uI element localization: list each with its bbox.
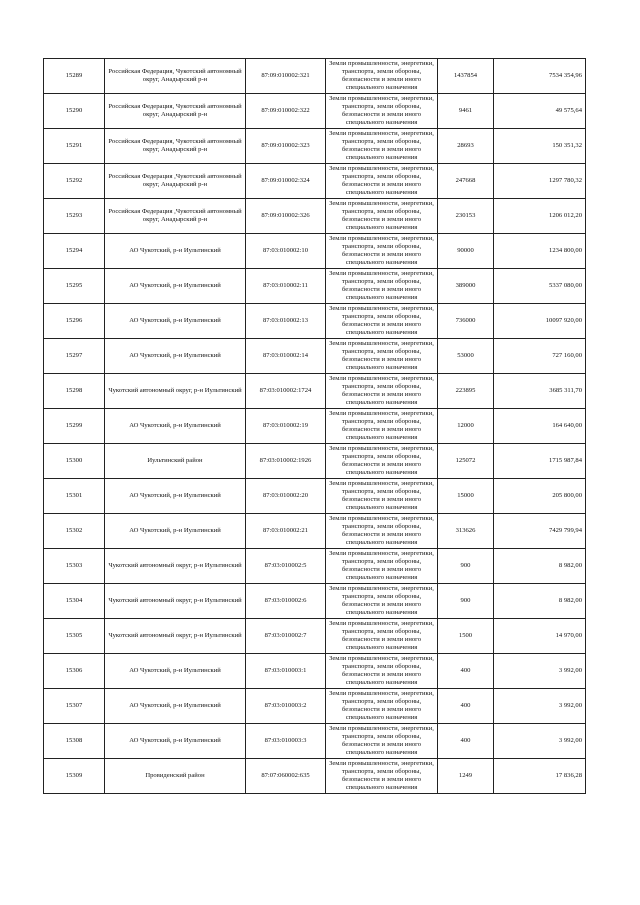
- cadastral-number-cell: 87:03:010002:21: [246, 514, 326, 549]
- land-category-cell: Земли промышленности, энергетики, транспорта, земли обороны, безопасности и земли иного специального назначения: [326, 689, 438, 724]
- location-cell: Российская Федерация ,Чукотский автономный округ, Анадырский р-н: [105, 164, 246, 199]
- cadastral-value-cell: 14 970,00: [494, 619, 586, 654]
- row-number-cell: 15291: [44, 129, 105, 164]
- location-cell: АО Чукотский, р-н Иультинский: [105, 234, 246, 269]
- land-category-cell: Земли промышленности, энергетики, транспорта, земли обороны, безопасности и земли иного специального назначения: [326, 234, 438, 269]
- cadastral-value-cell: 10097 920,00: [494, 304, 586, 339]
- row-number-cell: 15292: [44, 164, 105, 199]
- cadastral-value-cell: 8 982,00: [494, 584, 586, 619]
- land-category-cell: Земли промышленности, энергетики, транспорта, земли обороны, безопасности и земли иного специального назначения: [326, 724, 438, 759]
- table-row: [44, 549, 586, 584]
- area-cell: 223895: [438, 374, 494, 409]
- location-cell: АО Чукотский, р-н Иультинский: [105, 654, 246, 689]
- row-number-cell: 15294: [44, 234, 105, 269]
- location-cell: Российская Федерация, Чукотский автономный округ, Анадырский р-н: [105, 129, 246, 164]
- row-number-cell: 15300: [44, 444, 105, 479]
- area-cell: 900: [438, 549, 494, 584]
- cadastral-value-cell: 727 160,00: [494, 339, 586, 374]
- cadastral-number-cell: 87:09:010002:324: [246, 164, 326, 199]
- row-number-cell: 15296: [44, 304, 105, 339]
- land-category-cell: Земли промышленности, энергетики, транспорта, земли обороны, безопасности и земли иного специального назначения: [326, 759, 438, 794]
- cadastral-number-cell: 87:03:010002:14: [246, 339, 326, 374]
- land-category-cell: Земли промышленности, энергетики, транспорта, земли обороны, безопасности и земли иного специального назначения: [326, 479, 438, 514]
- table-row: [44, 164, 586, 199]
- row-number-cell: 15307: [44, 689, 105, 724]
- land-category-cell: Земли промышленности, энергетики, транспорта, земли обороны, безопасности и земли иного специального назначения: [326, 164, 438, 199]
- location-cell: АО Чукотский, р-н Иультинский: [105, 514, 246, 549]
- cadastral-value-cell: 7429 799,94: [494, 514, 586, 549]
- cadastral-value-cell: 17 836,28: [494, 759, 586, 794]
- land-registry-table: [43, 58, 586, 794]
- location-cell: Провиденский район: [105, 759, 246, 794]
- cadastral-number-cell: 87:03:010003:3: [246, 724, 326, 759]
- table-row: [44, 514, 586, 549]
- row-number-cell: 15299: [44, 409, 105, 444]
- table-row: [44, 759, 586, 794]
- row-number-cell: 15309: [44, 759, 105, 794]
- location-cell: Чукотский автономный округ, р-н Иультинский: [105, 619, 246, 654]
- location-cell: АО Чукотский, р-н Иультинский: [105, 724, 246, 759]
- cadastral-value-cell: 3 992,00: [494, 724, 586, 759]
- location-cell: АО Чукотский, р-н Иультинский: [105, 689, 246, 724]
- location-cell: АО Чукотский, р-н Иультинский: [105, 304, 246, 339]
- cadastral-number-cell: 87:03:010002:10: [246, 234, 326, 269]
- cadastral-value-cell: 1297 780,32: [494, 164, 586, 199]
- cadastral-value-cell: 150 351,32: [494, 129, 586, 164]
- area-cell: 15000: [438, 479, 494, 514]
- row-number-cell: 15303: [44, 549, 105, 584]
- land-category-cell: Земли промышленности, энергетики, транспорта, земли обороны, безопасности и земли иного специального назначения: [326, 59, 438, 94]
- area-cell: 1500: [438, 619, 494, 654]
- cadastral-number-cell: 87:09:010002:321: [246, 59, 326, 94]
- land-category-cell: Земли промышленности, энергетики, транспорта, земли обороны, безопасности и земли иного специального назначения: [326, 269, 438, 304]
- area-cell: 12000: [438, 409, 494, 444]
- table-row: [44, 584, 586, 619]
- area-cell: 230153: [438, 199, 494, 234]
- land-category-cell: Земли промышленности, энергетики, транспорта, земли обороны, безопасности и земли иного специального назначения: [326, 199, 438, 234]
- cadastral-number-cell: 87:03:010002:7: [246, 619, 326, 654]
- cadastral-value-cell: 3 992,00: [494, 654, 586, 689]
- cadastral-value-cell: 8 982,00: [494, 549, 586, 584]
- cadastral-number-cell: 87:09:010002:322: [246, 94, 326, 129]
- cadastral-value-cell: 7534 354,96: [494, 59, 586, 94]
- cadastral-value-cell: 3 992,00: [494, 689, 586, 724]
- cadastral-value-cell: 1715 987,84: [494, 444, 586, 479]
- land-category-cell: Земли промышленности, энергетики, транспорта, земли обороны, безопасности и земли иного специального назначения: [326, 409, 438, 444]
- row-number-cell: 15304: [44, 584, 105, 619]
- cadastral-value-cell: 49 575,64: [494, 94, 586, 129]
- location-cell: АО Чукотский, р-н Иультинский: [105, 339, 246, 374]
- row-number-cell: 15289: [44, 59, 105, 94]
- land-category-cell: Земли промышленности, энергетики, транспорта, земли обороны, безопасности и земли иного специального назначения: [326, 444, 438, 479]
- land-category-cell: Земли промышленности, энергетики, транспорта, земли обороны, безопасности и земли иного специального назначения: [326, 654, 438, 689]
- cadastral-value-cell: 205 800,00: [494, 479, 586, 514]
- land-category-cell: Земли промышленности, энергетики, транспорта, земли обороны, безопасности и земли иного специального назначения: [326, 619, 438, 654]
- cadastral-number-cell: 87:03:010002:6: [246, 584, 326, 619]
- table-row: [44, 199, 586, 234]
- table-row: [44, 94, 586, 129]
- table-row: [44, 409, 586, 444]
- table-row: [44, 129, 586, 164]
- row-number-cell: 15301: [44, 479, 105, 514]
- location-cell: Российская Федерация ,Чукотский автономный округ, Анадырский р-н: [105, 199, 246, 234]
- area-cell: 28693: [438, 129, 494, 164]
- cadastral-value-cell: 164 640,00: [494, 409, 586, 444]
- location-cell: АО Чукотский, р-н Иультинский: [105, 479, 246, 514]
- cadastral-number-cell: 87:03:010002:1724: [246, 374, 326, 409]
- row-number-cell: 15306: [44, 654, 105, 689]
- cadastral-number-cell: 87:03:010002:5: [246, 549, 326, 584]
- location-cell: Российская Федерация, Чукотский автономный округ, Анадырский р-н: [105, 94, 246, 129]
- row-number-cell: 15305: [44, 619, 105, 654]
- cadastral-number-cell: 87:03:010002:1926: [246, 444, 326, 479]
- area-cell: 125072: [438, 444, 494, 479]
- area-cell: 389000: [438, 269, 494, 304]
- location-cell: Иультинский район: [105, 444, 246, 479]
- cadastral-number-cell: 87:03:010002:13: [246, 304, 326, 339]
- row-number-cell: 15308: [44, 724, 105, 759]
- land-category-cell: Земли промышленности, энергетики, транспорта, земли обороны, безопасности и земли иного специального назначения: [326, 94, 438, 129]
- area-cell: 400: [438, 724, 494, 759]
- area-cell: 400: [438, 654, 494, 689]
- table-row: [44, 374, 586, 409]
- land-category-cell: Земли промышленности, энергетики, транспорта, земли обороны, безопасности и земли иного специального назначения: [326, 374, 438, 409]
- table-row: [44, 689, 586, 724]
- area-cell: 900: [438, 584, 494, 619]
- land-category-cell: Земли промышленности, энергетики, транспорта, земли обороны, безопасности и земли иного специального назначения: [326, 514, 438, 549]
- cadastral-number-cell: 87:03:010002:20: [246, 479, 326, 514]
- cadastral-value-cell: 3685 311,70: [494, 374, 586, 409]
- table-row: [44, 444, 586, 479]
- cadastral-value-cell: 5337 080,00: [494, 269, 586, 304]
- area-cell: 313626: [438, 514, 494, 549]
- table-row: [44, 479, 586, 514]
- cadastral-number-cell: 87:07:060002:635: [246, 759, 326, 794]
- table-row: [44, 654, 586, 689]
- area-cell: 53000: [438, 339, 494, 374]
- land-category-cell: Земли промышленности, энергетики, транспорта, земли обороны, безопасности и земли иного специального назначения: [326, 304, 438, 339]
- cadastral-value-cell: 1234 800,00: [494, 234, 586, 269]
- table-row: [44, 724, 586, 759]
- area-cell: 1249: [438, 759, 494, 794]
- table-row: [44, 339, 586, 374]
- area-cell: 736000: [438, 304, 494, 339]
- area-cell: 247668: [438, 164, 494, 199]
- table-row: [44, 234, 586, 269]
- row-number-cell: 15295: [44, 269, 105, 304]
- location-cell: АО Чукотский, р-н Иультинский: [105, 269, 246, 304]
- cadastral-number-cell: 87:09:010002:323: [246, 129, 326, 164]
- area-cell: 1437854: [438, 59, 494, 94]
- table-row: [44, 304, 586, 339]
- location-cell: Чукотский автономный округ, р-н Иультинский: [105, 584, 246, 619]
- location-cell: АО Чукотский, р-н Иультинский: [105, 409, 246, 444]
- location-cell: Чукотский автономный округ, р-н Иультинский: [105, 549, 246, 584]
- row-number-cell: 15293: [44, 199, 105, 234]
- land-category-cell: Земли промышленности, энергетики, транспорта, земли обороны, безопасности и земли иного специального назначения: [326, 339, 438, 374]
- land-category-cell: Земли промышленности, энергетики, транспорта, земли обороны, безопасности и земли иного специального назначения: [326, 549, 438, 584]
- location-cell: Российская Федерация, Чукотский автономный округ, Анадырский р-н: [105, 59, 246, 94]
- cadastral-number-cell: 87:03:010002:11: [246, 269, 326, 304]
- table-row: [44, 619, 586, 654]
- cadastral-value-cell: 1206 012,20: [494, 199, 586, 234]
- location-cell: Чукотский автономный округ, р-н Иультинский: [105, 374, 246, 409]
- row-number-cell: 15302: [44, 514, 105, 549]
- table-row: [44, 269, 586, 304]
- row-number-cell: 15290: [44, 94, 105, 129]
- land-category-cell: Земли промышленности, энергетики, транспорта, земли обороны, безопасности и земли иного специального назначения: [326, 129, 438, 164]
- row-number-cell: 15297: [44, 339, 105, 374]
- table-body: [44, 59, 586, 794]
- area-cell: 9461: [438, 94, 494, 129]
- cadastral-number-cell: 87:03:010003:2: [246, 689, 326, 724]
- table-row: [44, 59, 586, 94]
- area-cell: 400: [438, 689, 494, 724]
- area-cell: 90000: [438, 234, 494, 269]
- cadastral-number-cell: 87:09:010002:326: [246, 199, 326, 234]
- land-category-cell: Земли промышленности, энергетики, транспорта, земли обороны, безопасности и земли иного специального назначения: [326, 584, 438, 619]
- row-number-cell: 15298: [44, 374, 105, 409]
- cadastral-number-cell: 87:03:010002:19: [246, 409, 326, 444]
- cadastral-number-cell: 87:03:010003:1: [246, 654, 326, 689]
